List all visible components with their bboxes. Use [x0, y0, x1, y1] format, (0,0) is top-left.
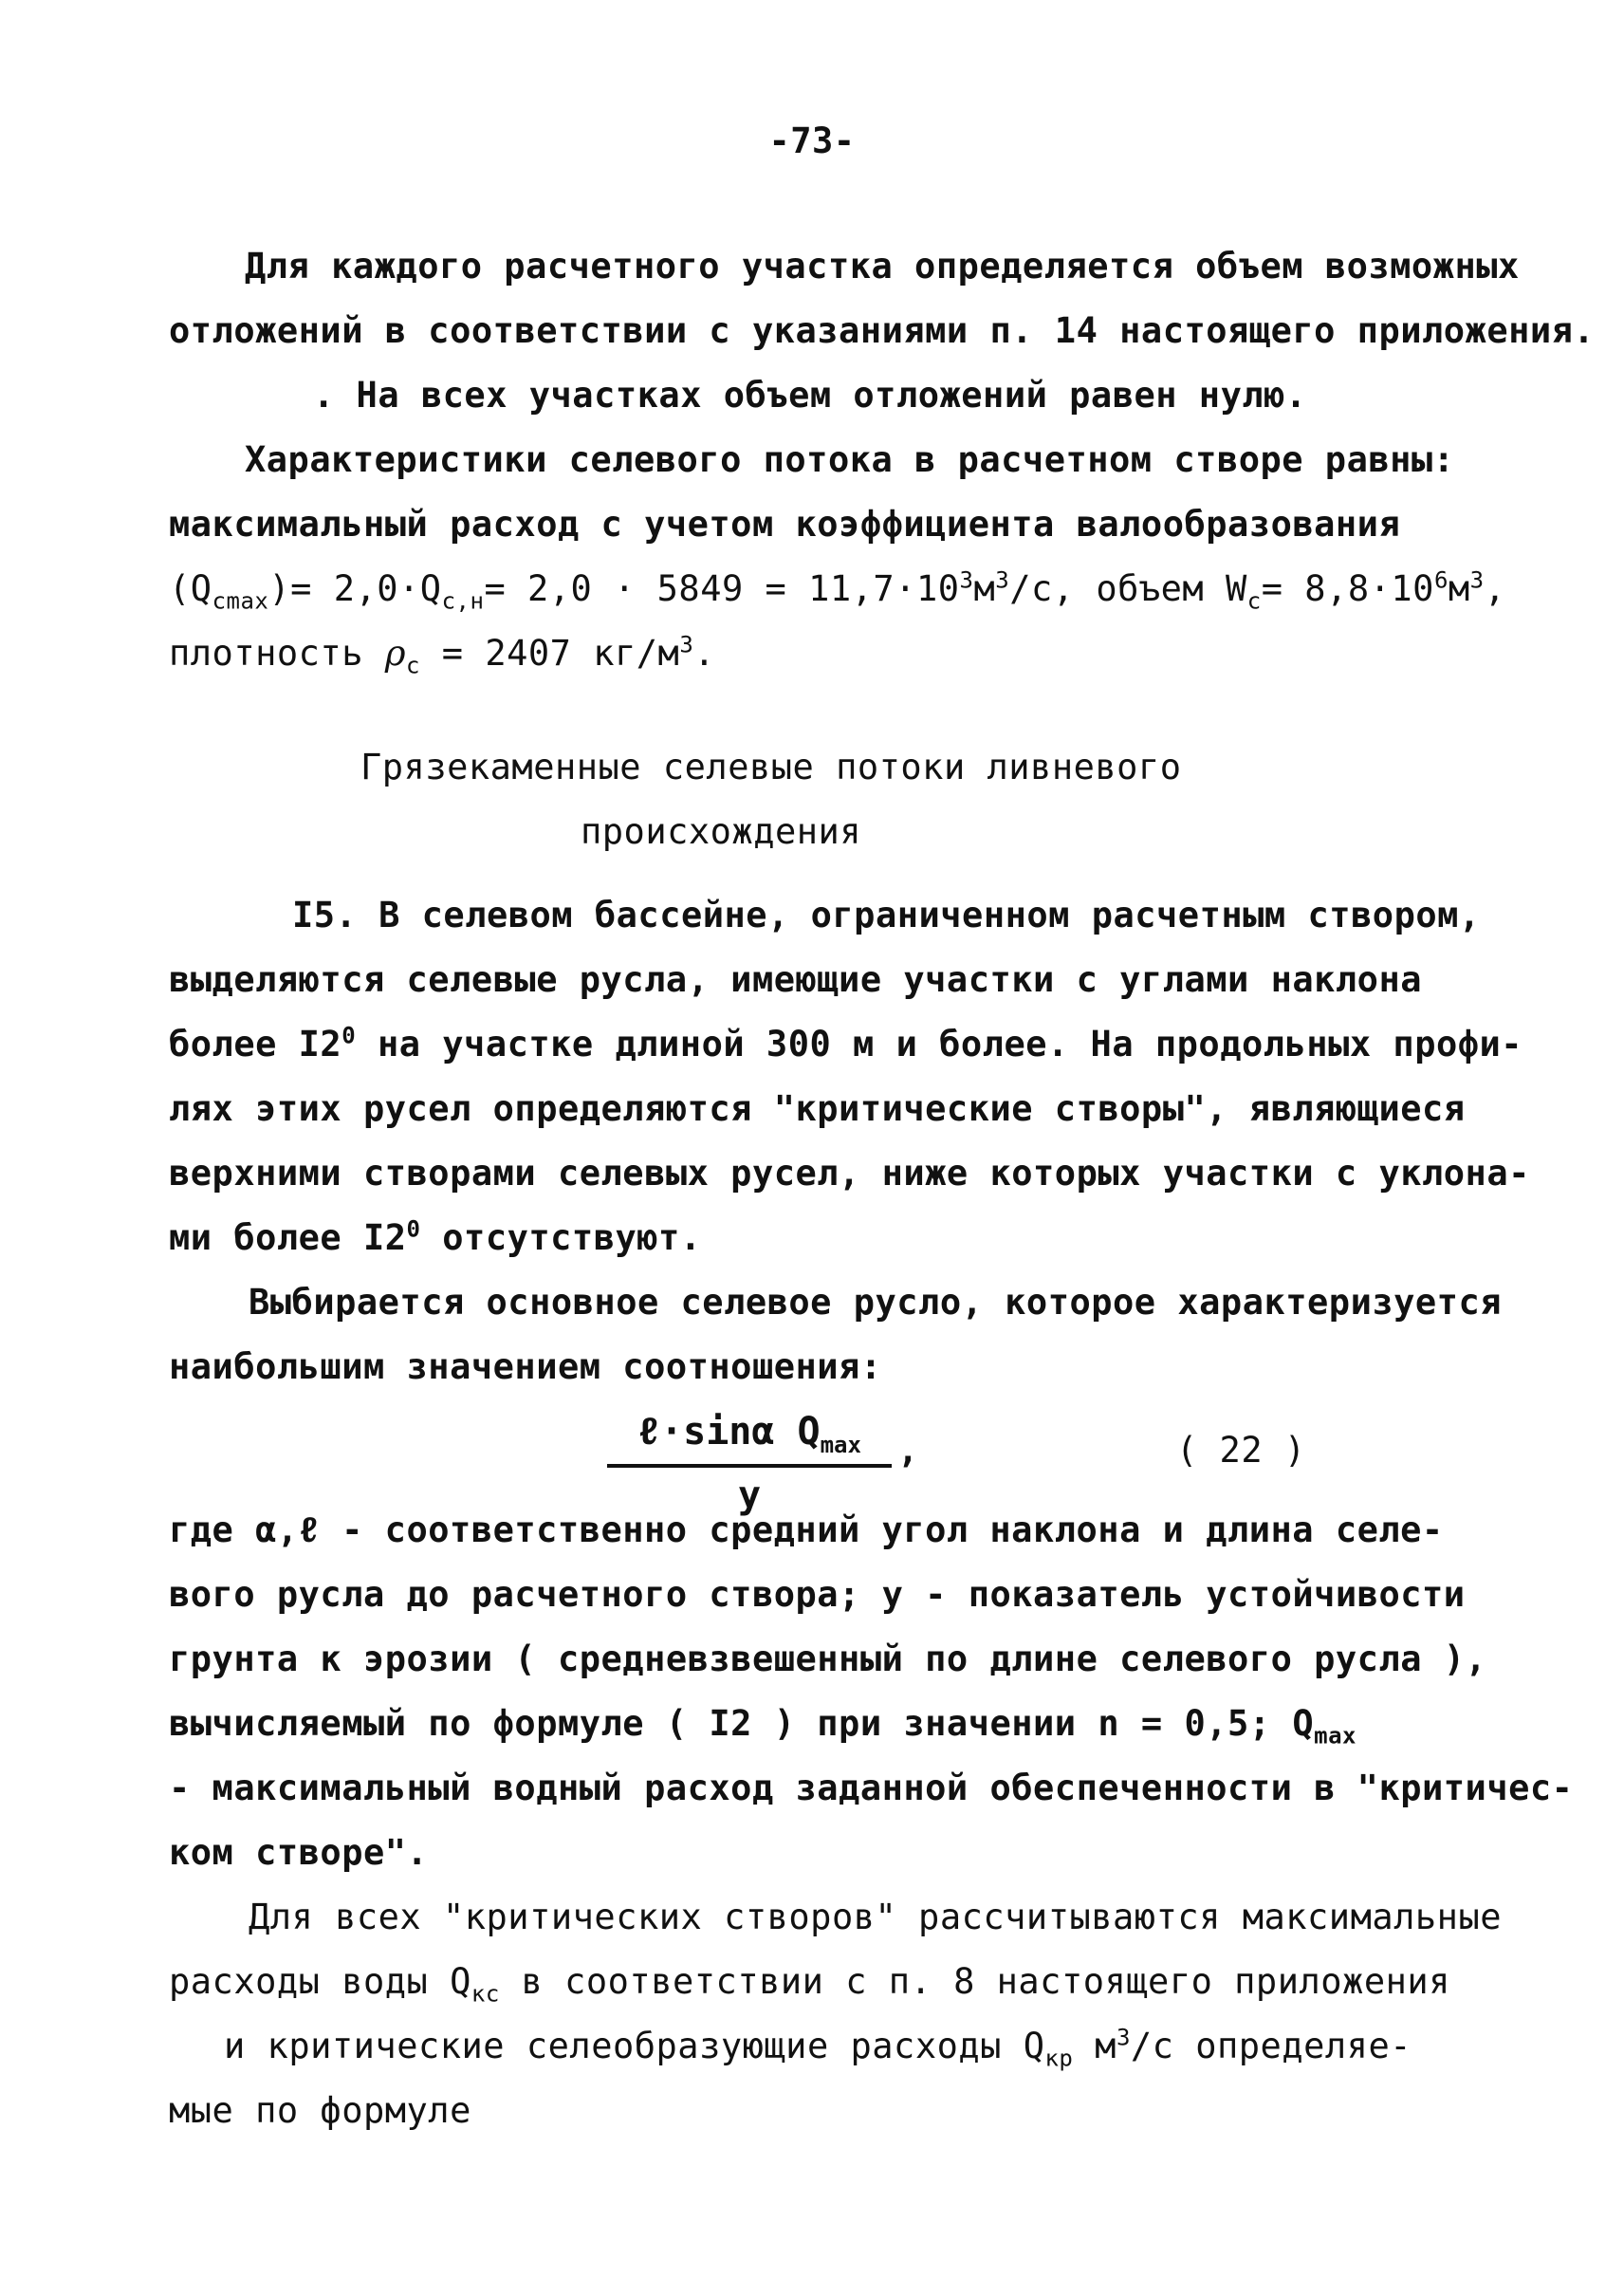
- formula-number: ( 22 ): [1176, 1430, 1306, 1471]
- intro-line-3: . На всех участках объем отложений равен нулю.: [313, 375, 1307, 416]
- intro-line-4: Характеристики селевого потока в расчетном створе равны:: [245, 439, 1455, 480]
- section-heading-line-1: Грязекаменные селевые потоки ливневого: [360, 747, 1182, 787]
- where-line-1: где α,ℓ - соответственно средний угол наклона и длина селе-: [169, 1509, 1444, 1550]
- intro-line-5: максимальный расход с учетом коэффициента валообразования: [169, 504, 1401, 545]
- section15-line-6: ми более $I2^0$ отсутствуют.: [169, 1215, 702, 1258]
- section15-line-4: лях этих русел определяются "критические створы", являющиеся: [169, 1088, 1466, 1129]
- para3-line-1: Для всех "критических створов" рассчитываются максимальные: [249, 1897, 1503, 1937]
- para2-line-2: наибольшим значением соотношения:: [169, 1346, 882, 1387]
- section15-line-3: более $I2^0$ на участке длиной 300 м и более. На продольных профи-: [169, 1022, 1523, 1065]
- intro-line-2: отложений в соответствии с указаниями п. 14 настоящего приложения.: [169, 310, 1596, 351]
- fraction-bar: [607, 1464, 892, 1468]
- para3-line-2: расходы воды $Q_{кс}$ в соответствии с п. 8 настоящего приложения: [169, 1961, 1450, 2008]
- formula-numerator: ℓ·sinα $Q_{max}$: [637, 1410, 861, 1458]
- section15-line-2: выделяются селевые русла, имеющие участки с углами наклона: [169, 959, 1423, 1000]
- section-heading-line-2: происхождения: [581, 811, 862, 852]
- formula-denominator: y: [737, 1473, 762, 1517]
- where-line-5: - максимальный водный расход заданной обеспеченности в "критичес-: [169, 1768, 1574, 1808]
- formula-fraction: [607, 1410, 892, 1517]
- para3-line-4: мые по формуле: [169, 2090, 471, 2131]
- where-line-4: вычисляемый по формуле ( I2 ) при значении n = 0,5; $Q_{max}$: [169, 1703, 1356, 1750]
- section15-line-5: верхними створами селевых русел, ниже которых участки с уклона-: [169, 1153, 1530, 1194]
- para3-line-3: и критические селеобразующие расходы $Q_{кр}$ $м^3/с$ определяе-: [224, 2024, 1412, 2072]
- intro-line-1: Для каждого расчетного участка определяется объем возможных: [245, 246, 1520, 287]
- intro-line-7: плотность $\rho_с = 2407$ $кг/м^3$.: [169, 631, 716, 679]
- para2-line-1: Выбирается основное селевое русло, которое характеризуется: [249, 1282, 1503, 1323]
- where-line-6: ком створе".: [169, 1832, 429, 1873]
- where-line-3: грунта к эрозии ( средневзвешенный по длине селевого русла ),: [169, 1639, 1487, 1679]
- section15-line-1: I5. В селевом бассейне, ограниченном расчетным створом,: [292, 895, 1481, 935]
- page-number: -73-: [768, 120, 856, 161]
- where-line-2: вого русла до расчетного створа; y - показатель устойчивости: [169, 1574, 1466, 1615]
- formula-comma: ,: [897, 1430, 919, 1471]
- intro-line-6: $(Q_{cmax})= 2,0\cdot Q_{с,н}= 2,0 \cdot 5849 = 11,7\cdot 10^3м^3/с$, объем $W_c= 8,8\cdot 10^6м^3$,: [169, 566, 1506, 615]
